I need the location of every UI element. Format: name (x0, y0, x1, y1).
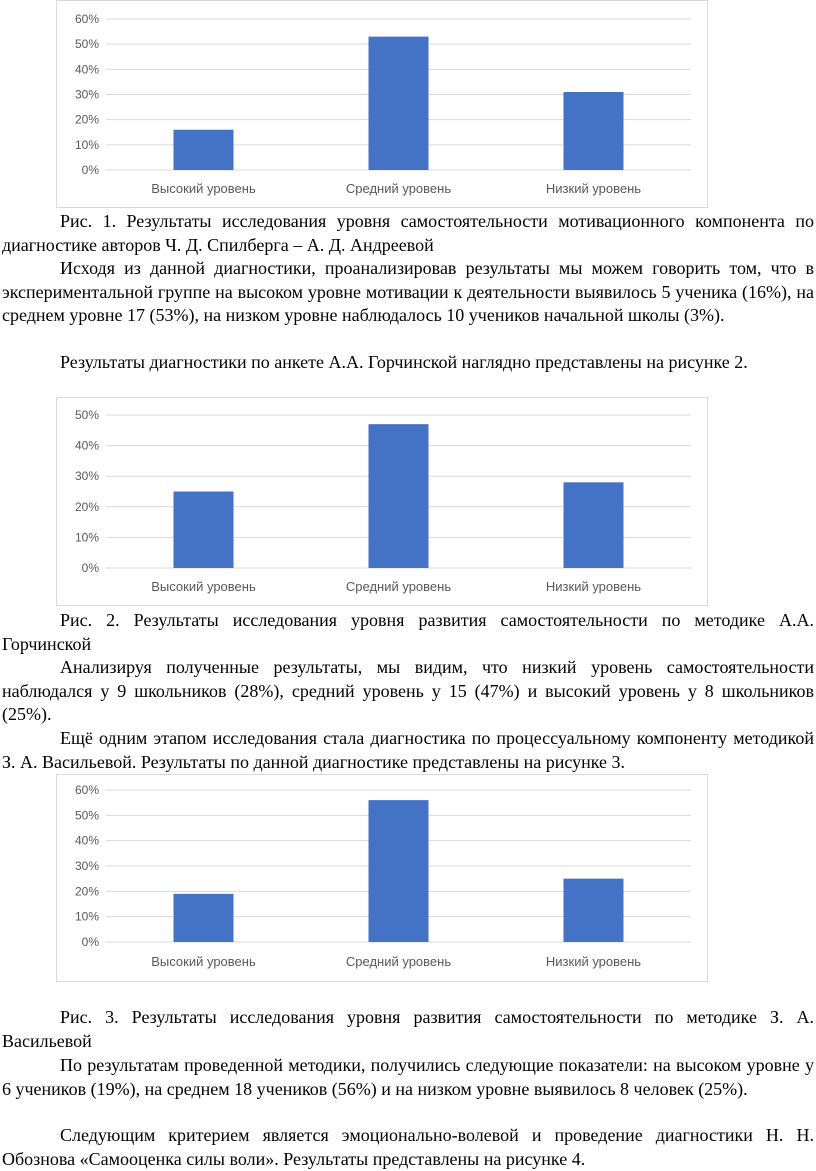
x-category-label: Средний уровень (345, 181, 452, 196)
caption-figure-1: Рис. 1. Результаты исследования уровня самостоятельности мотивационного компонента по диагностике авторов Ч. Д. Спилберга – А. Д. Андреевой (2, 211, 814, 255)
bar (369, 424, 429, 568)
x-category-label: Средний уровень (345, 579, 452, 594)
bar-chart-2 (57, 398, 707, 605)
y-tick-label: 20% (74, 112, 99, 127)
y-tick-label: 40% (74, 62, 99, 77)
paragraph-3: Анализируя полученные результаты, мы видим, что низкий уровень самостоятельности наблюдался у 9 школьников (28%), средний уровень у 15 (47%) и высокий уровень у 8 школьников (25%). (2, 657, 814, 724)
y-tick-label: 10% (74, 137, 99, 152)
y-tick-label: 40% (74, 438, 99, 453)
chart-figure-3 (56, 774, 708, 982)
y-tick-label: 10% (74, 530, 99, 545)
paragraph-1: Исходя из данной диагностики, проанализировав результаты мы можем говорить том, что в экспериментальной группе на высоком уровне мотивации к деятельности выявилось 5 ученика (16%), на среднем уровне 17 (53%), на низком уровне наблюдалось 10 учеников начальной школы (3%). (2, 258, 814, 325)
y-tick-label: 30% (74, 859, 99, 873)
y-tick-label: 20% (74, 499, 99, 514)
bar (564, 482, 624, 568)
y-tick-label: 50% (74, 408, 99, 422)
bar (174, 130, 234, 170)
y-tick-label: 30% (74, 469, 99, 484)
y-tick-label: 20% (74, 884, 99, 899)
x-category-label: Высокий уровень (151, 954, 256, 969)
y-tick-label: 50% (74, 37, 99, 52)
x-category-label: Низкий уровень (545, 579, 642, 594)
y-tick-label: 50% (74, 808, 99, 823)
x-category-label: Низкий уровень (545, 954, 642, 969)
paragraph-4: Ещё одним этапом исследования стала диагностика по процессуальному компоненту методикой З. А. Васильевой. Результаты по данной диагностике представлены на рисунке 3. (2, 728, 814, 772)
bar-chart-3 (57, 775, 707, 981)
x-category-label: Высокий уровень (151, 181, 256, 196)
bar (564, 879, 624, 942)
y-tick-label: 0% (81, 935, 99, 949)
y-tick-label: 60% (74, 783, 99, 797)
paragraph-5: По результатам проведенной методики, получились следующие показатели: на высоком уровне у 6 учеников (19%), на среднем 18 учеников (56%) и на низком уровне выявилось 8 человек (25%). (2, 1055, 814, 1099)
bar (369, 800, 429, 942)
y-tick-label: 30% (74, 87, 99, 102)
bar-chart-1 (57, 1, 707, 207)
bar (174, 894, 234, 942)
paragraph-2: Результаты диагностики по анкете А.А. Горчинской наглядно представлены на рисунке 2. (60, 352, 748, 372)
x-category-label: Низкий уровень (545, 181, 642, 196)
x-category-label: Средний уровень (345, 954, 452, 969)
y-tick-label: 0% (81, 163, 99, 177)
caption-figure-3: Рис. 3. Результаты исследования уровня развития самостоятельности по методике З. А. Васильевой (2, 1007, 814, 1051)
bar (174, 492, 234, 569)
y-tick-label: 10% (74, 909, 99, 924)
bar (564, 92, 624, 170)
x-category-label: Высокий уровень (151, 579, 256, 594)
chart-figure-2 (56, 397, 708, 606)
y-tick-label: 60% (74, 12, 99, 26)
caption-figure-2: Рис. 2. Результаты исследования уровня развития самостоятельности по методике А.А. Горчинской (2, 610, 814, 654)
chart-figure-1 (56, 0, 708, 208)
paragraph-6: Следующим критерием является эмоционально-волевой и проведение диагностики Н. Н. Обознова «Самооценка силы воли». Результаты представлены на рисунке 4. (2, 1125, 814, 1169)
y-tick-label: 40% (74, 833, 99, 848)
y-tick-label: 0% (81, 561, 99, 575)
bar (369, 37, 429, 170)
